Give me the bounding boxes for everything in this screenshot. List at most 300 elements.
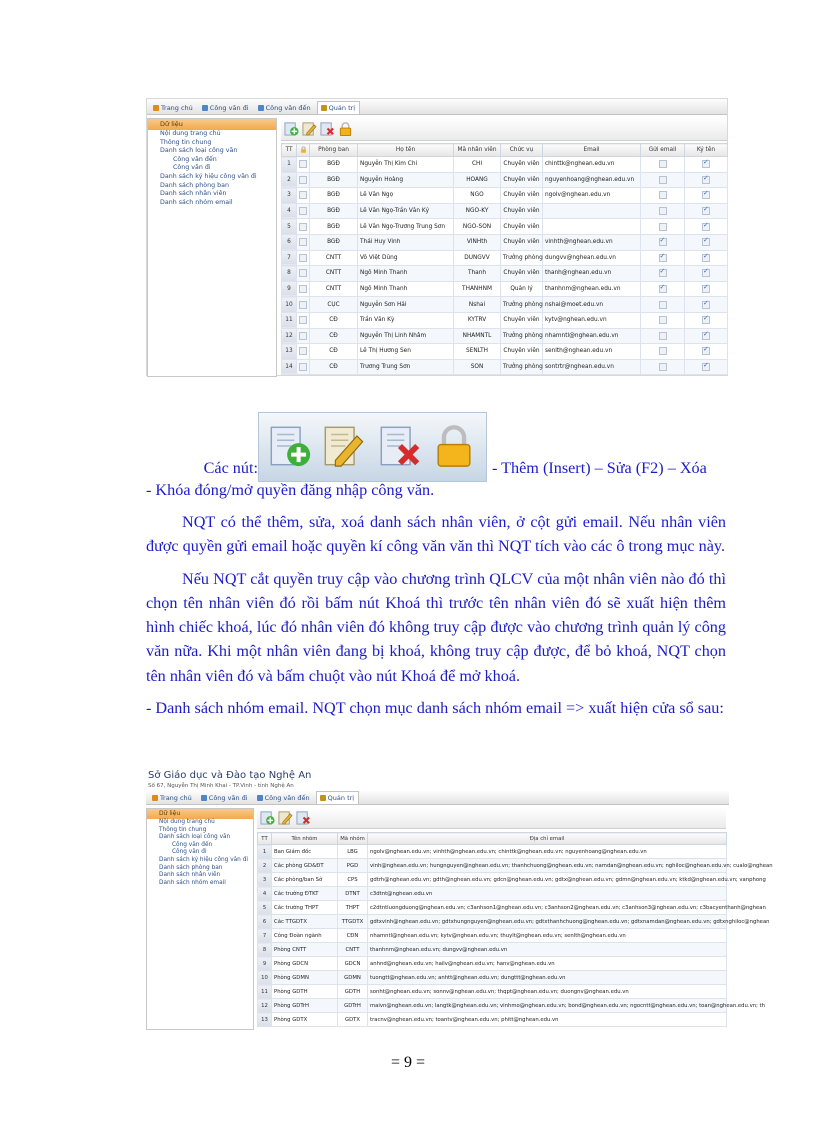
- row-number: 6: [282, 234, 297, 250]
- sign-checkbox[interactable]: [702, 223, 710, 231]
- position-cell: Chuyên viên: [501, 203, 543, 219]
- email-cell: nhamntl@nghean.edu.vn: [543, 328, 641, 344]
- big-edit-icon: [321, 423, 367, 469]
- group-emails-cell: gdtrh@nghean.edu.vn; gdth@nghean.edu.vn; gdcn@nghean.edu.vn; gdtx@nghean.edu.vn; gdmn@nghean.edu.vn; ktkd@nghean.edu.vn; vanphong: [368, 873, 727, 887]
- menu-item[interactable]: Danh sách loại công văn: [159, 834, 231, 841]
- name-cell: Trần Văn Kỳ: [358, 312, 454, 328]
- group-code-cell: CNTT: [338, 943, 368, 957]
- table-row[interactable]: [258, 971, 727, 985]
- s1-tab-0[interactable]: [150, 102, 197, 114]
- group-name-cell: Ban Giám đốc: [272, 845, 338, 859]
- lock-checkbox[interactable]: [299, 223, 307, 231]
- position-cell: Chuyên viên: [501, 234, 543, 250]
- lock-checkbox[interactable]: [299, 207, 307, 215]
- group-emails-cell: maivn@nghean.edu.vn; langtk@nghean.edu.vn; vinhmo@nghean.edu.vn; bond@nghean.edu.vn; ngocntt@nghean.edu.vn; toan@nghean.edu.vn; th: [368, 999, 727, 1013]
- name-cell: Lê Văn Ngọ-Trương Trung Sơn: [358, 219, 454, 235]
- email-cell: nshai@moet.edu.vn: [543, 297, 641, 313]
- sign-cell[interactable]: [685, 297, 728, 313]
- row-number: 2: [258, 859, 272, 873]
- department-cell: CNTT: [310, 281, 358, 297]
- send-email-checkbox[interactable]: [659, 316, 667, 324]
- department-cell: CNTT: [310, 250, 358, 266]
- row-number: 12: [258, 999, 272, 1013]
- menu-item[interactable]: Danh sách nhóm email: [159, 879, 226, 886]
- sign-cell[interactable]: [685, 281, 728, 297]
- buttons-image: [258, 412, 487, 482]
- row-number: 9: [282, 281, 297, 297]
- group-code-cell: GDCN: [338, 957, 368, 971]
- delete-group-button[interactable]: [296, 810, 311, 825]
- send-email-cell[interactable]: [641, 234, 685, 250]
- sign-cell[interactable]: [685, 157, 728, 173]
- name-cell: Nguyễn Thị Linh Nhâm: [358, 328, 454, 344]
- s2-tab-3[interactable]: [316, 791, 359, 804]
- department-cell: BGĐ: [310, 203, 358, 219]
- lock-cell[interactable]: [297, 234, 310, 250]
- lock-checkbox[interactable]: [299, 160, 307, 168]
- department-cell: BGĐ: [310, 219, 358, 235]
- group-emails-cell: tracnv@nghean.edu.vn; toantv@nghean.edu.vn; phitt@nghean.edu.vn: [368, 1013, 727, 1027]
- buttons-desc: [492, 456, 728, 480]
- column-header[interactable]: Phòng ban: [310, 144, 358, 157]
- send-email-checkbox[interactable]: [659, 363, 667, 371]
- send-email-checkbox[interactable]: [659, 347, 667, 355]
- email-cell: nguyenhoang@nghean.edu.vn: [543, 172, 641, 188]
- table-row[interactable]: [258, 873, 727, 887]
- data-menu-panel: [147, 118, 277, 377]
- group-name-cell: Các TTGDTX: [272, 915, 338, 929]
- group-emails-cell: c3dtnt@nghean.edu.vn: [368, 887, 727, 901]
- row-number: 1: [258, 845, 272, 859]
- name-cell: Lê Văn Ngọ-Trần Văn Kỷ: [358, 203, 454, 219]
- sign-checkbox[interactable]: [702, 316, 710, 324]
- menu-item[interactable]: Nội dung trang chủ: [160, 130, 221, 137]
- group-name-cell: Các trường ĐTKT: [272, 887, 338, 901]
- add-group-button[interactable]: [260, 810, 275, 825]
- buttons-desc-line2: - Khóa đóng/mở quyền đăng nhập công văn.: [146, 481, 435, 499]
- send-email-cell[interactable]: [641, 312, 685, 328]
- lock-employee-button[interactable]: [338, 121, 353, 136]
- tab-label: Quản trị: [328, 104, 356, 112]
- data-menu-2: [147, 819, 253, 887]
- sign-cell[interactable]: [685, 312, 728, 328]
- row-number: 11: [258, 985, 272, 999]
- buttons-label: Các nút:: [203, 459, 258, 477]
- edit-employee-button[interactable]: [302, 121, 317, 136]
- employee-code-cell: HOANG: [454, 172, 501, 188]
- table-row[interactable]: [258, 999, 727, 1013]
- position-cell: Chuyên viên: [501, 219, 543, 235]
- send-email-cell[interactable]: [641, 219, 685, 235]
- sign-cell[interactable]: [685, 344, 728, 360]
- email-cell: senlth@nghean.edu.vn: [543, 344, 641, 360]
- send-email-cell[interactable]: [641, 250, 685, 266]
- send-email-cell[interactable]: [641, 157, 685, 173]
- position-cell: Trưởng phòng: [501, 359, 543, 375]
- table-row[interactable]: [282, 188, 728, 204]
- sign-checkbox[interactable]: [702, 363, 710, 371]
- position-cell: Chuyên viên: [501, 266, 543, 282]
- row-number: 11: [282, 312, 297, 328]
- group-name-cell: Công Đoàn ngành: [272, 929, 338, 943]
- row-number: 5: [282, 219, 297, 235]
- sign-checkbox[interactable]: [702, 332, 710, 340]
- lock-cell[interactable]: [297, 266, 310, 282]
- email-cell: sontrtr@nghean.edu.vn: [543, 359, 641, 375]
- tab-icon: [202, 105, 208, 111]
- group-emails-cell: gdtxvinh@nghean.edu.vn; gdtxhungnguyen@nghean.edu.vn; gdtxthanhchuong@nghean.edu.vn; gdtxnamdan@nghean.edu.vn; gdtxnghiloc@nghean: [368, 915, 727, 929]
- send-email-cell[interactable]: [641, 297, 685, 313]
- lock-checkbox[interactable]: [299, 316, 307, 324]
- column-header[interactable]: Mã nhân viên: [454, 144, 501, 157]
- sign-cell[interactable]: [685, 359, 728, 375]
- menu-item[interactable]: Danh sách nhóm email: [160, 198, 233, 206]
- panel-title: Dữ liệu: [148, 119, 276, 130]
- send-email-checkbox[interactable]: [659, 191, 667, 199]
- tab-label: Trang chủ: [160, 794, 192, 802]
- table-row[interactable]: [258, 915, 727, 929]
- send-email-checkbox[interactable]: [659, 285, 667, 293]
- menu-item[interactable]: Thông tin chung: [159, 826, 207, 833]
- name-cell: Thái Huy Vinh: [358, 234, 454, 250]
- department-cell: BGĐ: [310, 234, 358, 250]
- lock-checkbox[interactable]: [299, 363, 307, 371]
- menu-item[interactable]: Công văn đến: [172, 841, 213, 848]
- column-header[interactable]: Địa chỉ email: [368, 833, 727, 845]
- sign-cell[interactable]: [685, 203, 728, 219]
- sign-checkbox[interactable]: [702, 285, 710, 293]
- sign-cell[interactable]: [685, 328, 728, 344]
- tab-icon: [152, 795, 158, 801]
- delete-employee-button[interactable]: [320, 121, 335, 136]
- column-header[interactable]: Chức vụ: [501, 144, 543, 157]
- lock-cell[interactable]: [297, 297, 310, 313]
- group-name-cell: Các trường THPT: [272, 901, 338, 915]
- lock-checkbox[interactable]: [299, 301, 307, 309]
- position-cell: Chuyên viên: [501, 188, 543, 204]
- s2-tab-1[interactable]: [198, 792, 252, 804]
- sign-checkbox[interactable]: [702, 269, 710, 277]
- row-number: 14: [282, 359, 297, 375]
- position-cell: Chuyên viên: [501, 312, 543, 328]
- send-email-checkbox[interactable]: [659, 207, 667, 215]
- table-row[interactable]: [282, 344, 728, 360]
- menu-item[interactable]: Công văn đến: [173, 155, 217, 163]
- lock-checkbox[interactable]: [299, 332, 307, 340]
- column-header[interactable]: TT: [258, 833, 272, 845]
- sign-cell[interactable]: [685, 172, 728, 188]
- grid-toolbar-2: [257, 808, 726, 829]
- row-number: 8: [258, 943, 272, 957]
- table-row[interactable]: [282, 281, 728, 297]
- row-number: 3: [282, 188, 297, 204]
- send-email-checkbox[interactable]: [659, 269, 667, 277]
- group-code-cell: PGD: [338, 859, 368, 873]
- position-cell: Chuyên viên: [501, 157, 543, 173]
- menu-item[interactable]: Danh sách phòng ban: [159, 864, 223, 871]
- menu-item[interactable]: Danh sách phòng ban: [160, 181, 229, 189]
- big-add-icon: [267, 423, 313, 469]
- tab-icon: [320, 795, 326, 801]
- menu-item[interactable]: Danh sách nhân viên: [160, 190, 227, 198]
- row-number: 2: [282, 172, 297, 188]
- lock-checkbox[interactable]: [299, 191, 307, 199]
- email-cell: kytv@nghean.edu.vn: [543, 312, 641, 328]
- tab-label: Trang chủ: [161, 104, 193, 112]
- s2-tab-2[interactable]: [254, 792, 314, 804]
- row-number: 8: [282, 266, 297, 282]
- lock-cell[interactable]: [297, 250, 310, 266]
- department-cell: BGĐ: [310, 157, 358, 173]
- add-employee-button[interactable]: [284, 121, 299, 136]
- lock-cell[interactable]: [297, 172, 310, 188]
- column-header[interactable]: Email: [543, 144, 641, 157]
- lock-cell[interactable]: [297, 344, 310, 360]
- employee-code-cell: NGO-KY: [454, 203, 501, 219]
- send-email-checkbox[interactable]: [659, 238, 667, 246]
- menu-item[interactable]: Danh sách ký hiệu công văn đi: [159, 856, 248, 863]
- s1-tab-3[interactable]: [317, 101, 360, 114]
- employee-code-cell: CHI: [454, 157, 501, 173]
- tab-icon: [201, 795, 207, 801]
- buttons-desc-2: [146, 478, 726, 502]
- group-code-cell: CPS: [338, 873, 368, 887]
- sign-cell[interactable]: [685, 234, 728, 250]
- sign-checkbox[interactable]: [702, 160, 710, 168]
- main-tab-bar: [147, 99, 727, 115]
- group-name-cell: Phòng GDTX: [272, 1013, 338, 1027]
- group-name-cell: Phòng GDTH: [272, 985, 338, 999]
- send-email-cell[interactable]: [641, 359, 685, 375]
- lock-cell[interactable]: [297, 359, 310, 375]
- panel-title-2: Dữ liệu: [147, 809, 253, 819]
- buttons-desc-line1: - Thêm (Insert) – Sửa (F2) – Xóa: [492, 459, 707, 477]
- table-row[interactable]: [282, 172, 728, 188]
- group-name-cell: Phòng GDMN: [272, 971, 338, 985]
- paragraph-1: NQT có thể thêm, sửa, xoá danh sách nhân viên, ở cột gửi email. Nếu nhân viên được quyền gửi email hoặc quyền kí công văn văn thì NQT tích vào các ô trong mục này.: [146, 513, 726, 556]
- lock-column-header[interactable]: [297, 144, 310, 157]
- lock-checkbox[interactable]: [299, 269, 307, 277]
- group-code-cell: LBG: [338, 845, 368, 859]
- table-row[interactable]: [258, 943, 727, 957]
- group-emails-cell: thanhnm@nghean.edu.vn; dungvv@nghean.edu.vn: [368, 943, 727, 957]
- lock-cell[interactable]: [297, 203, 310, 219]
- org-title: Sở Giáo dục và Đào tạo Nghệ An: [148, 770, 312, 781]
- tab-icon: [257, 795, 263, 801]
- department-cell: CĐ: [310, 312, 358, 328]
- email-cell: dungvv@nghean.edu.vn: [543, 250, 641, 266]
- table-row[interactable]: [282, 359, 728, 375]
- table-row[interactable]: [282, 203, 728, 219]
- sign-checkbox[interactable]: [702, 254, 710, 262]
- send-email-cell[interactable]: [641, 328, 685, 344]
- tab-label: Công văn đến: [265, 104, 311, 112]
- employee-code-cell: SENLTH: [454, 344, 501, 360]
- row-number: 3: [258, 873, 272, 887]
- lock-cell[interactable]: [297, 281, 310, 297]
- employee-code-cell: Thanh: [454, 266, 501, 282]
- table-row[interactable]: [258, 845, 727, 859]
- column-header[interactable]: Gửi email: [641, 144, 685, 157]
- employee-code-cell: THANHNM: [454, 281, 501, 297]
- data-menu: [148, 130, 276, 207]
- send-email-cell[interactable]: [641, 281, 685, 297]
- position-cell: Chuyên viên: [501, 344, 543, 360]
- menu-item[interactable]: Danh sách nhân viên: [159, 872, 221, 879]
- row-number: 13: [258, 1013, 272, 1027]
- row-number: 7: [258, 929, 272, 943]
- table-row[interactable]: [282, 219, 728, 235]
- group-code-cell: TTGDTX: [338, 915, 368, 929]
- row-number: 5: [258, 901, 272, 915]
- menu-item[interactable]: Nội dung trang chủ: [159, 819, 215, 825]
- tab-label: Công văn đến: [264, 794, 310, 802]
- department-cell: BGĐ: [310, 188, 358, 204]
- s1-tab-1[interactable]: [199, 102, 253, 114]
- table-row[interactable]: [282, 250, 728, 266]
- tab-icon: [321, 105, 327, 111]
- email-cell: ngolv@nghean.edu.vn: [543, 188, 641, 204]
- sign-checkbox[interactable]: [702, 238, 710, 246]
- email-group-table: [257, 832, 773, 1027]
- employee-code-cell: NHAMNTL: [454, 328, 501, 344]
- menu-item[interactable]: Thông tin chung: [160, 138, 212, 146]
- s1-tab-2[interactable]: [255, 102, 315, 114]
- send-email-checkbox[interactable]: [659, 223, 667, 231]
- table-row[interactable]: [282, 234, 728, 250]
- paragraph-2: Nếu NQT cắt quyền truy cập vào chương trình QLCV của một nhân viên nào đó thì chọn tên nhân viên đó rồi bấm nút Khoá thì trước tên nhân viên đó sẽ xuất hiện thêm hình chiếc khoá, lúc đó nhân viên đó không truy cập được vào chương trình quản lý công văn nữa. Khi một nhân viên đang bị khoá, không truy cập được, để bỏ khoá, NQT chọn tên nhân viên đó và bấm chuột vào nút Khoá để mở khoá.: [146, 569, 726, 685]
- email-cell: [543, 203, 641, 219]
- big-delete-icon: [377, 423, 423, 469]
- sign-checkbox[interactable]: [702, 176, 710, 184]
- table-row[interactable]: [258, 901, 727, 915]
- lock-cell[interactable]: [297, 188, 310, 204]
- table-row[interactable]: [282, 328, 728, 344]
- table-row[interactable]: [282, 157, 728, 173]
- name-cell: Nguyễn Sơn Hải: [358, 297, 454, 313]
- grid-toolbar: [281, 118, 727, 141]
- lock-checkbox[interactable]: [299, 347, 307, 355]
- edit-group-button[interactable]: [278, 810, 293, 825]
- send-email-cell[interactable]: [641, 344, 685, 360]
- sign-checkbox[interactable]: [702, 207, 710, 215]
- department-cell: CNTT: [310, 266, 358, 282]
- table-row[interactable]: [258, 929, 727, 943]
- employee-code-cell: DUNGVV: [454, 250, 501, 266]
- employee-code-cell: SON: [454, 359, 501, 375]
- sign-cell[interactable]: [685, 188, 728, 204]
- group-code-cell: GDMN: [338, 971, 368, 985]
- group-emails-cell: anhnd@nghean.edu.vn; hailv@nghean.edu.vn; hanv@nghean.edu.vn: [368, 957, 727, 971]
- sign-cell[interactable]: [685, 266, 728, 282]
- row-number: 1: [282, 157, 297, 173]
- email-cell: thanh@nghean.edu.vn: [543, 266, 641, 282]
- tab-icon: [258, 105, 264, 111]
- group-name-cell: Phòng GDTrH: [272, 999, 338, 1013]
- send-email-cell[interactable]: [641, 266, 685, 282]
- tab-label: Công văn đi: [208, 794, 248, 802]
- send-email-checkbox[interactable]: [659, 160, 667, 168]
- row-number: 12: [282, 328, 297, 344]
- group-emails-cell: c2dtntluongduong@nghean.edu.vn; c3anhson1@nghean.edu.vn; c3anhson2@nghean.edu.vn; c3anhson3@nghean.edu.vn; c3bacyenthanh@nghean: [368, 901, 727, 915]
- table-row[interactable]: [258, 985, 727, 999]
- name-cell: Ngô Minh Thanh: [358, 266, 454, 282]
- table-row[interactable]: [258, 887, 727, 901]
- lock-checkbox[interactable]: [299, 285, 307, 293]
- group-code-cell: THPT: [338, 901, 368, 915]
- table-row[interactable]: [282, 312, 728, 328]
- group-emails-cell: sonht@nghean.edu.vn; sonnv@nghean.edu.vn; thqpt@nghean.edu.vn; duongnv@nghean.edu.vn: [368, 985, 727, 999]
- sign-cell[interactable]: [685, 219, 728, 235]
- body-text: [146, 510, 726, 720]
- column-header[interactable]: Tên nhóm: [272, 833, 338, 845]
- email-cell: chinttk@nghean.edu.vn: [543, 157, 641, 173]
- lock-icon: [300, 146, 307, 153]
- table-row[interactable]: [258, 859, 727, 873]
- send-email-checkbox[interactable]: [659, 176, 667, 184]
- sign-cell[interactable]: [685, 250, 728, 266]
- table-row[interactable]: [282, 266, 728, 282]
- paragraph-3: - Danh sách nhóm email. NQT chọn mục danh sách nhóm email => xuất hiện cửa sổ sau:: [146, 699, 724, 718]
- table-row[interactable]: [258, 957, 727, 971]
- sign-checkbox[interactable]: [702, 301, 710, 309]
- send-email-checkbox[interactable]: [659, 332, 667, 340]
- send-email-cell[interactable]: [641, 172, 685, 188]
- menu-item[interactable]: Công văn đi: [173, 164, 211, 172]
- row-number: 10: [258, 971, 272, 985]
- group-code-cell: CĐN: [338, 929, 368, 943]
- big-lock-icon: [431, 423, 477, 469]
- employee-list-screenshot: [146, 98, 728, 376]
- send-email-cell[interactable]: [641, 188, 685, 204]
- send-email-cell[interactable]: [641, 203, 685, 219]
- employee-code-cell: VINHth: [454, 234, 501, 250]
- row-number: 4: [258, 887, 272, 901]
- lock-checkbox[interactable]: [299, 176, 307, 184]
- lock-checkbox[interactable]: [299, 238, 307, 246]
- name-cell: Ngô Minh Thanh: [358, 281, 454, 297]
- lock-cell[interactable]: [297, 219, 310, 235]
- name-cell: Nguyễn Thị Kim Chi: [358, 157, 454, 173]
- group-emails-cell: vinh@nghean.edu.vn; hungnguyen@nghean.edu.vn; thanhchuong@nghean.edu.vn; namdan@nghean.edu.vn; nghiloc@nghean.edu.vn; cualo@nghean: [368, 859, 727, 873]
- table-row[interactable]: [258, 1013, 727, 1027]
- s2-tab-0[interactable]: [149, 792, 196, 804]
- send-email-checkbox[interactable]: [659, 301, 667, 309]
- tab-label: Quản trị: [327, 794, 355, 802]
- lock-cell[interactable]: [297, 328, 310, 344]
- menu-item[interactable]: Danh sách ký hiệu công văn đi: [160, 172, 257, 180]
- column-header[interactable]: Ký tên: [685, 144, 728, 157]
- group-name-cell: Phòng CNTT: [272, 943, 338, 957]
- column-header[interactable]: Mã nhóm: [338, 833, 368, 845]
- lock-cell[interactable]: [297, 312, 310, 328]
- group-code-cell: GDTH: [338, 985, 368, 999]
- group-name-cell: Các phòng/ban Sở: [272, 873, 338, 887]
- column-header[interactable]: Họ tên: [358, 144, 454, 157]
- sign-checkbox[interactable]: [702, 347, 710, 355]
- menu-item[interactable]: Công văn đi: [172, 849, 207, 856]
- employee-code-cell: KYTRV: [454, 312, 501, 328]
- lock-cell[interactable]: [297, 157, 310, 173]
- sign-checkbox[interactable]: [702, 191, 710, 199]
- menu-item[interactable]: Danh sách loại công văn: [160, 147, 238, 155]
- lock-checkbox[interactable]: [299, 254, 307, 262]
- position-cell: Trưởng phòng: [501, 250, 543, 266]
- column-header[interactable]: TT: [282, 144, 297, 157]
- page-number: = 9 =: [390, 1054, 426, 1071]
- table-row[interactable]: [282, 297, 728, 313]
- send-email-checkbox[interactable]: [659, 254, 667, 262]
